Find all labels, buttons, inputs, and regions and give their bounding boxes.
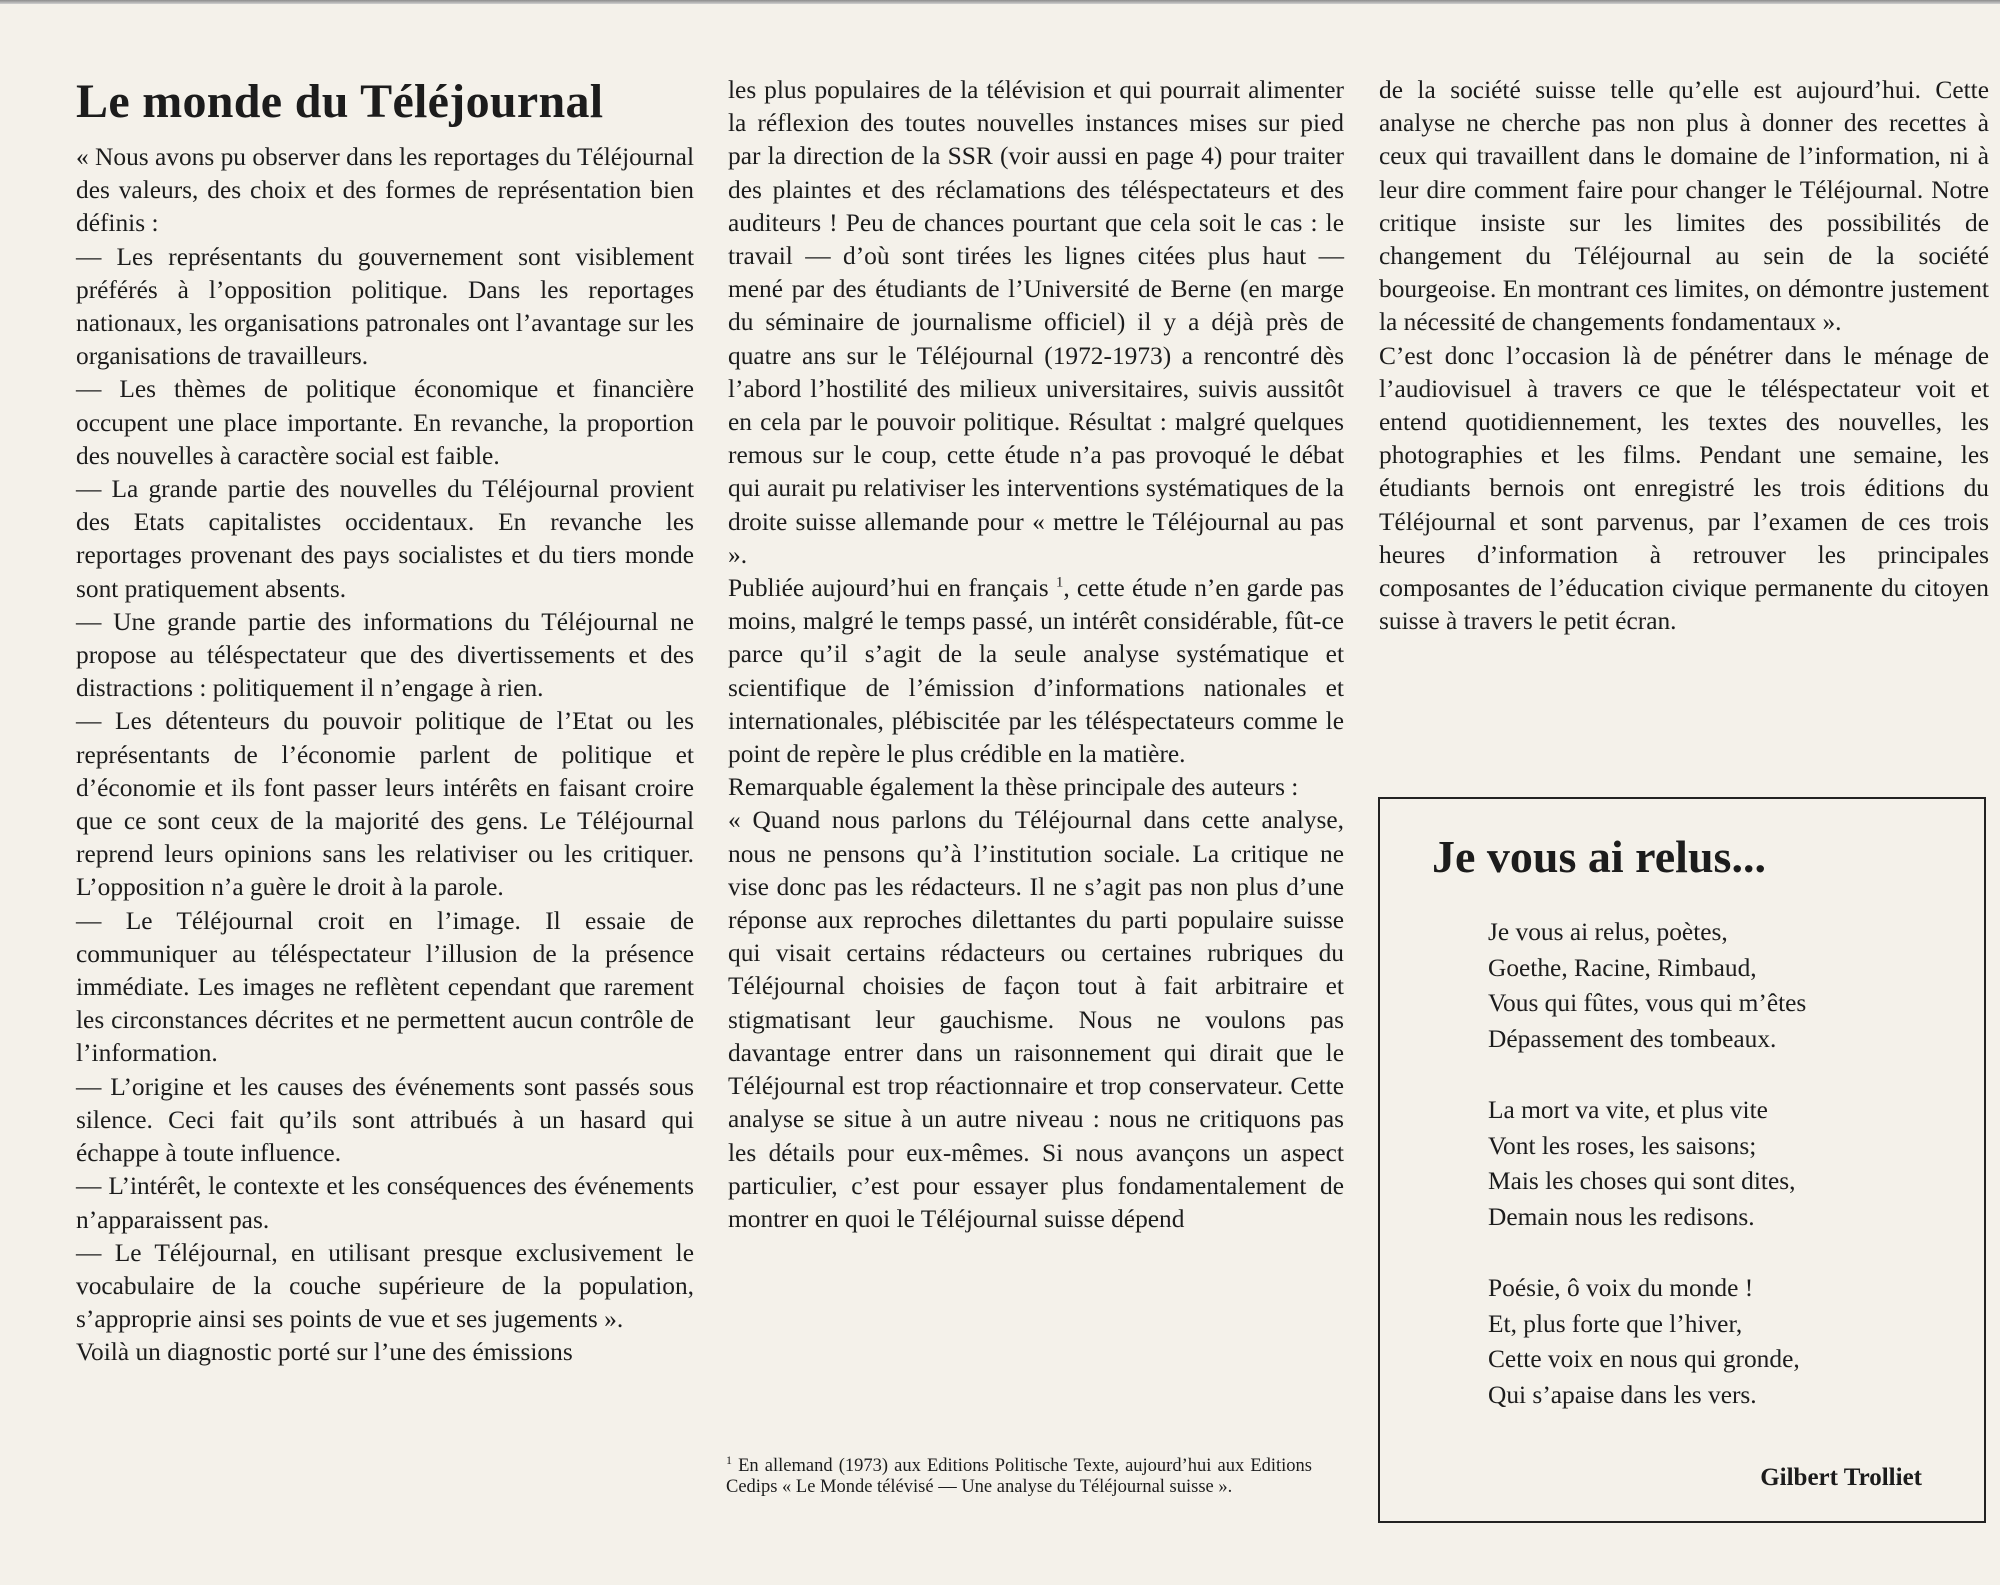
poem-line: Dépassement des tombeaux. [1488, 1024, 1777, 1053]
article-column-1 [76, 74, 694, 1370]
article-paragraph: — Le Téléjournal croit en l’image. Il essaie de communiquer au téléspectateur l’illusion de la présence immédiate. Les images ne reflètent cependant que rarement les circonstances décrites et ne permettent aucun contrôle de l’information. [76, 906, 694, 1068]
poem-stanza [1488, 1271, 1806, 1413]
article-paragraph: « Quand nous parlons du Téléjournal dans cette analyse, nous ne pensons qu’à l’institution sociale. La critique ne vise donc pas les rédacteurs. Il ne s’agit pas non plus d’une réponse aux reproches dilettantes du parti populaire suisse qui visait certains rédacteurs ou certaines rubriques du Téléjournal choisies de façon tout à fait arbitraire et stigmatisant leur gauchisme. Nous ne voulons pas davantage entrer dans un raisonnement qui dirait que le Téléjournal est trop réactionnaire et trop conservateur. Cette analyse se situe à un autre niveau : nous ne critiquons pas les détails pour eux-mêmes. Si nous avançons un aspect particulier, c’est pour essayer plus fondamentalement de montrer en quoi le Téléjournal suisse dépend [728, 806, 1344, 1233]
article-paragraph: — L’intérêt, le contexte et les conséquences des événements n’apparaissent pas. [76, 1172, 694, 1234]
article-paragraph: — Le Téléjournal, en utilisant presque exclusivement le vocabulaire de la couche supérieure de la population, s’approprie ainsi ses points de vue et ses jugements ». [76, 1238, 694, 1334]
article-paragraph: Voilà un diagnostic porté sur l’une des émissions [76, 1338, 573, 1367]
article-paragraph-with-footnote [728, 572, 1344, 771]
published-text-before: Publiée aujourd’hui en français [728, 574, 1049, 603]
poem-box [1378, 797, 1986, 1523]
poem-line: Qui s’apaise dans les vers. [1488, 1380, 1757, 1409]
article-paragraph: — Une grande partie des informations du Téléjournal ne propose au téléspectateur que des divertissements et des distractions : politiquement il n’engage à rien. [76, 607, 694, 703]
poem-author: Gilbert Trolliet [1760, 1464, 1922, 1491]
footnote-ref: 1 [1055, 574, 1064, 591]
article-column-3 [1379, 74, 1989, 638]
top-rule [0, 0, 2000, 4]
poem-body [1488, 915, 1806, 1449]
poem-title: Je vous ai relus... [1432, 831, 1766, 882]
poem-line: La mort va vite, et plus vite [1488, 1096, 1768, 1124]
article-column-2 [728, 74, 1344, 1236]
published-text-after: , cette étude n’en garde pas moins, malgré le temps passé, un intérêt considérable, fût-ce parce qu’il s’agit de la seule analyse systématique et scientifique de l’émission d’informations nationales et internationales, plébiscitée par les téléspectateurs comme le point de repère le plus crédible en la matière. [728, 574, 1344, 769]
footnote-number: 1 [726, 1452, 732, 1467]
article-paragraph: — Les représentants du gouvernement sont visiblement préférés à l’opposition politique. Dans les reportages nationaux, les organisations patronales ont l’avantage sur les organisations de travailleurs. [76, 242, 694, 371]
article-paragraph: de la société suisse telle qu’elle est aujourd’hui. Cette analyse ne cherche pas non plus à donner des recettes à ceux qui travaillent dans le domaine de l’information, ni à leur dire comment faire pour changer le Téléjournal. Notre critique insiste sur les limites des possibilités de changement du Téléjournal au sein de la société bourgeoise. En montrant ces limites, on démontre justement la nécessité de changements fondamentaux ». [1379, 76, 1989, 337]
footnote [726, 1452, 1312, 1498]
poem-line: Vous qui fûtes, vous qui m’êtes [1488, 989, 1807, 1017]
article-paragraph: — L’origine et les causes des événements sont passés sous silence. Ceci fait qu’ils sont attribués à un hasard qui échappe à toute influence. [76, 1072, 694, 1168]
poem-line: Vont les roses, les saisons; [1488, 1131, 1757, 1160]
poem-line: Et, plus forte que l’hiver, [1488, 1309, 1743, 1338]
article-paragraph: les plus populaires de la télévision et qui pourrait alimenter la réflexion des toutes nouvelles instances mises sur pied par la direction de la SSR (voir aussi en page 4) pour traiter des plaintes et des réclamations des téléspectateurs et des auditeurs ! Peu de chances pourtant que cela soit le cas : le travail — d’où sont tirées les lignes citées plus haut — mené par des étudiants de l’Université de Berne (en marge du séminaire de journalisme officiel) il y a déjà près de quatre ans sur le Téléjournal (1972-1973) a rencontré dès l’abord l’hostilité des milieux universitaires, suivis aussitôt en cela par le pouvoir politique. Résultat : malgré quelques remous sur le coup, cette étude n’a pas provoqué le débat qui aurait pu relativiser les interventions systématiques de la droite suisse allemande pour « mettre le Téléjournal au pas ». [728, 76, 1344, 569]
article-paragraph: « Nous avons pu observer dans les reportages du Téléjournal des valeurs, des choix et des formes de représentation bien définis : [76, 143, 694, 238]
poem-line: Mais les choses qui sont dites, [1488, 1167, 1796, 1195]
poem-line: Goethe, Racine, Rimbaud, [1488, 953, 1757, 982]
poem-line: Cette voix en nous qui gronde, [1488, 1345, 1800, 1373]
article-paragraph: C’est donc l’occasion là de pénétrer dans le ménage de l’audiovisuel à travers ce que le téléspectateur voit et entend quotidiennement, les textes des nouvelles, les photographies et les films. Pendant une semaine, les étudiants bernois ont enregistré les trois éditions du Téléjournal et sont parvenus, par l’examen de ces trois heures d’information à retrouver les principales composantes de l’éducation civique permanente du citoyen suisse à travers le petit écran. [1379, 341, 1989, 636]
article-paragraph: — La grande partie des nouvelles du Téléjournal provient des Etats capitalistes occidentaux. En revanche les reportages provenant des pays socialistes et du tiers monde sont pratiquement absents. [76, 475, 694, 603]
poem-line: Demain nous les redisons. [1488, 1202, 1755, 1231]
article-paragraph: — Les thèmes de politique économique et financière occupent une place importante. En revanche, la proportion des nouvelles à caractère social est faible. [76, 375, 694, 470]
article-title: Le monde du Téléjournal [76, 75, 604, 128]
poem-line: Poésie, ô voix du monde ! [1488, 1274, 1754, 1302]
article-paragraph: — Les détenteurs du pouvoir politique de l’Etat ou les représentants de l’économie parlent de politique et d’économie et ils font passer leurs intérêts en faisant croire que ce sont ceux de la majorité des gens. Le Téléjournal reprend leurs opinions sans les relativiser ou les critiquer. L’opposition n’a guère le droit à la parole. [76, 707, 694, 902]
poem-line: Je vous ai relus, poètes, [1488, 918, 1728, 946]
footnote-text: En allemand (1973) aux Editions Politische Texte, aujourd’hui aux Editions Cedips « Le Monde télévisé — Une analyse du Téléjournal suisse ». [726, 1456, 1312, 1497]
poem-stanza [1488, 915, 1806, 1057]
article-paragraph: Remarquable également la thèse principale des auteurs : [728, 773, 1299, 802]
poem-stanza [1488, 1093, 1806, 1235]
